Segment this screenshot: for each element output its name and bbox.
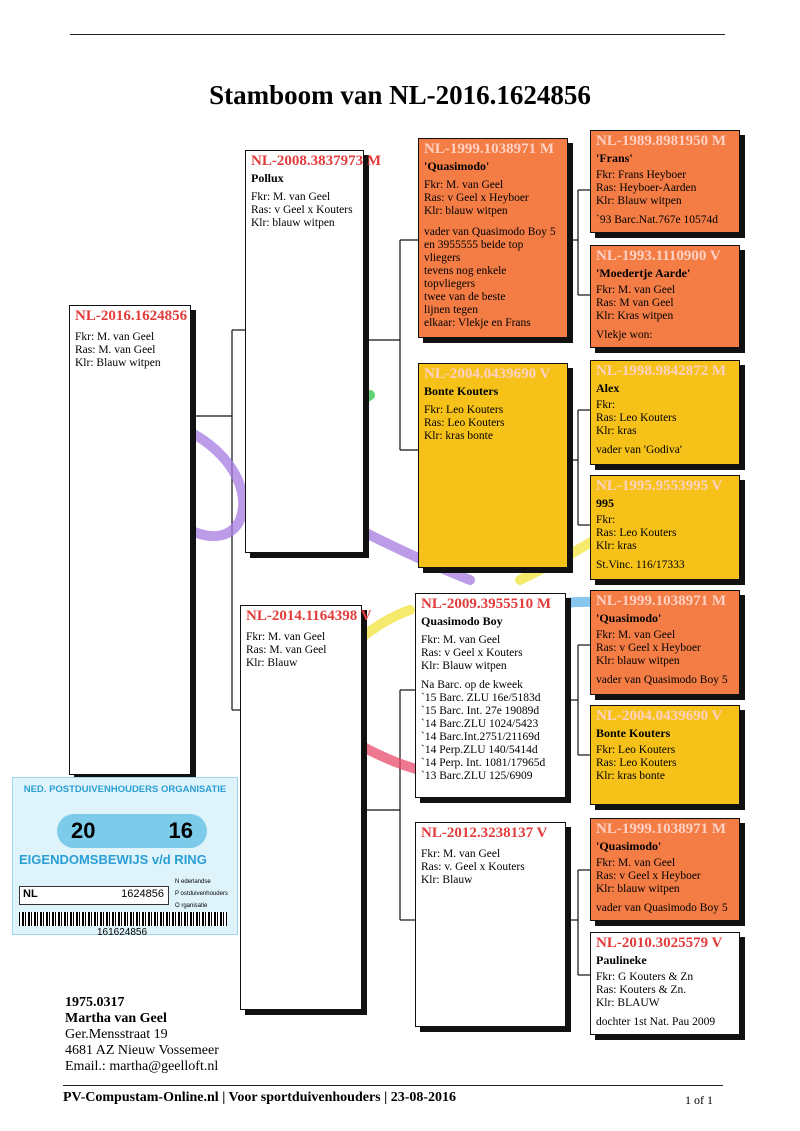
klr-text: Klr: Blauw witpen: [596, 195, 682, 207]
fkr-text: Fkr: G Kouters & Zn: [596, 971, 694, 983]
klr-text: Klr: kras: [596, 540, 637, 552]
pigeon-name: 'Quasimodo': [424, 159, 490, 173]
fkr-text: Fkr: Leo Kouters: [424, 404, 504, 416]
owner-email[interactable]: Email.: martha@geelloft.nl: [65, 1059, 219, 1074]
ring-number: NL-1993.1110900 V: [596, 248, 721, 264]
npo-line: O rganisatie: [175, 903, 208, 909]
ring-number: NL-1995.9553995 V: [596, 478, 723, 494]
pigeon-name: Paulineke: [596, 953, 647, 967]
pigeon-name: Bonte Kouters: [596, 726, 671, 740]
note-line: dochter 1st Nat. Pau 2009: [596, 1016, 716, 1028]
fkr-text: Fkr: M. van Geel: [75, 331, 155, 343]
owner-block: [65, 995, 219, 1075]
fkr-text: Fkr: M. van Geel: [421, 848, 501, 860]
pigeon-name: Bonte Kouters: [424, 384, 499, 398]
ring-number: NL-1998.9842872 M: [596, 363, 726, 379]
ownership-card: [12, 777, 238, 938]
note-line: St.Vinc. 116/17333: [596, 559, 685, 571]
ras-text: Ras: v Geel x Heyboer: [424, 192, 529, 204]
owner-city: 4681 AZ Nieuw Vossemeer: [65, 1043, 219, 1058]
fmf-box[interactable]: [590, 360, 740, 465]
note-line: `14 Barc.ZLU 1024/5423: [421, 718, 539, 730]
fkr-text: Fkr: M. van Geel: [246, 631, 326, 643]
fkr-text: Fkr: M. van Geel: [596, 284, 676, 296]
card-ring-field: [19, 886, 169, 905]
subject-box[interactable]: [69, 305, 191, 775]
owner-code: 1975.0317: [65, 995, 125, 1010]
fff-box[interactable]: [590, 130, 740, 233]
ring-number: NL-2009.3955510 M: [421, 596, 551, 612]
mmm-box[interactable]: [590, 932, 740, 1035]
ras-text: Ras: v Geel x Heyboer: [596, 870, 701, 882]
ring-number: NL-2008.3837973 M: [251, 153, 381, 169]
ff-box[interactable]: [418, 138, 568, 338]
fkr-text: Fkr:: [596, 514, 616, 526]
pigeon-name: 995: [596, 496, 614, 510]
barcode: [19, 912, 227, 926]
note-line: Vlekje won:: [596, 329, 653, 341]
note-line: vader van Quasimodo Boy 5: [424, 226, 556, 238]
npo-line: N ederlandse: [175, 879, 211, 885]
mfm-box[interactable]: [590, 705, 740, 805]
card-number: 1624856: [121, 888, 164, 900]
pigeon-name: 'Frans': [596, 151, 633, 165]
page-title: Stamboom van NL-2016.1624856: [209, 80, 591, 110]
klr-text: Klr: BLAUW: [596, 997, 660, 1009]
note-line: vliegers: [424, 252, 461, 264]
pigeon-name: 'Moedertje Aarde': [596, 266, 691, 280]
note-line: vader van 'Godiva': [596, 444, 682, 456]
ras-text: Ras: v Geel x Kouters: [421, 647, 523, 659]
fmm-box[interactable]: [590, 475, 740, 580]
klr-text: Klr: kras: [596, 425, 637, 437]
pigeon-name: Alex: [596, 381, 620, 395]
card-year-left: 20: [71, 818, 96, 843]
klr-text: Klr: Kras witpen: [596, 310, 674, 322]
klr-text: Klr: kras bonte: [596, 770, 665, 782]
barcode-number: 161624856: [97, 927, 148, 938]
card-org: NED. POSTDUIVENHOUDERS ORGANISATIE: [23, 784, 227, 795]
owner-name: Martha van Geel: [65, 1011, 167, 1026]
ring-number: NL-2014.1164398 V: [246, 608, 372, 624]
note-line: lijnen tegen: [424, 304, 478, 316]
fkr-text: Fkr: M. van Geel: [251, 191, 331, 203]
ras-text: Ras: Kouters & Zn.: [596, 984, 687, 996]
card-npo: [175, 876, 228, 912]
note-line: `14 Barc.Int.2751/21169d: [421, 731, 540, 743]
klr-text: Klr: blauw witpen: [596, 655, 680, 667]
ras-text: Ras: M van Geel: [596, 297, 674, 309]
klr-text: Klr: Blauw: [246, 657, 298, 669]
pigeon-name: Pollux: [251, 171, 284, 185]
notes: [421, 679, 560, 783]
klr-text: Klr: Blauw witpen: [421, 660, 507, 672]
notes: [424, 226, 562, 330]
ras-text: Ras: Leo Kouters: [424, 417, 505, 429]
ring-number: NL-2004.0439690 V: [424, 366, 551, 382]
note-line: `14 Perp.ZLU 140/5414d: [421, 744, 538, 756]
npo-line: P ostduivenhouders: [175, 891, 228, 897]
note-line: en 3955555 beide top: [424, 239, 524, 251]
ring-number: NL-2004.0439690 V: [596, 708, 723, 724]
mf-box[interactable]: [415, 593, 566, 798]
note-line: `15 Barc. Int. 27e 19089d: [421, 705, 540, 717]
klr-text: Klr: blauw witpen: [596, 883, 680, 895]
ras-text: Ras: v Geel x Heyboer: [596, 642, 701, 654]
ring-number: NL-1999.1038971 M: [424, 141, 554, 157]
mm-box[interactable]: [415, 822, 566, 1027]
fkr-text: Fkr: M. van Geel: [596, 629, 676, 641]
note-line: vader van Quasimodo Boy 5: [596, 674, 728, 686]
ras-text: Ras: Heyboer-Aarden: [596, 182, 697, 194]
ras-text: Ras: Leo Kouters: [596, 757, 677, 769]
ras-text: Ras: M. van Geel: [246, 644, 327, 656]
bottom-rule: [63, 1085, 723, 1086]
note-line: `13 Barc.ZLU 125/6909: [421, 770, 533, 782]
owner-street: Ger.Mensstraat 19: [65, 1027, 168, 1042]
footer-text: PV-Compustam-Online.nl | Voor sportduivenhouders | 23-08-2016: [63, 1090, 457, 1105]
ras-text: Ras: M. van Geel: [75, 344, 156, 356]
mmf-box[interactable]: [590, 818, 740, 921]
note-line: twee van de beste: [424, 291, 506, 303]
mff-box[interactable]: [590, 590, 740, 695]
ffm-box[interactable]: [590, 245, 740, 348]
ring-number: NL-2010.3025579 V: [596, 935, 723, 951]
ras-text: Ras: v Geel x Kouters: [251, 204, 353, 216]
ring-number: NL-2016.1624856: [75, 308, 188, 324]
note-line: elkaar: Vlekje en Frans: [424, 317, 531, 329]
pigeon-name: Quasimodo Boy: [421, 614, 503, 628]
klr-text: Klr: Blauw: [421, 874, 473, 886]
note-line: topvliegers: [424, 278, 476, 290]
klr-text: Klr: blauw witpen: [251, 217, 335, 229]
note-line: Na Barc. op de kweek: [421, 679, 523, 691]
fkr-text: Fkr: M. van Geel: [596, 857, 676, 869]
card-label: EIGENDOMSBEWIJS v/d RING: [19, 852, 207, 867]
page-count: 1 of 1: [685, 1093, 713, 1107]
klr-text: Klr: kras bonte: [424, 430, 493, 442]
fkr-text: Fkr: M. van Geel: [424, 179, 504, 191]
pigeon-name: 'Quasimodo': [596, 611, 662, 625]
fkr-text: Fkr:: [596, 399, 616, 411]
ring-number: NL-1999.1038971 M: [596, 821, 726, 837]
pigeon-name: 'Quasimodo': [596, 839, 662, 853]
mother-box[interactable]: [240, 605, 372, 1010]
father-box[interactable]: [245, 150, 381, 553]
fkr-text: Fkr: M. van Geel: [421, 634, 501, 646]
note-line: `14 Perp. Int. 1081/17965d: [421, 757, 546, 769]
note-line: `93 Barc.Nat.767e 10574d: [596, 214, 718, 226]
ras-text: Ras: Leo Kouters: [596, 412, 677, 424]
ring-number: NL-2012.3238137 V: [421, 825, 548, 841]
klr-text: Klr: Blauw witpen: [75, 357, 161, 369]
note-line: `15 Barc. ZLU 16e/5183d: [421, 692, 541, 704]
note-line: vader van Quasimodo Boy 5: [596, 902, 728, 914]
ring-number: NL-1999.1038971 M: [596, 593, 726, 609]
ras-text: Ras: v. Geel x Kouters: [421, 861, 525, 873]
card-year-right: 16: [168, 818, 193, 843]
card-nl: NL: [23, 888, 38, 900]
fm-box[interactable]: [418, 363, 568, 568]
fkr-text: Fkr: Leo Kouters: [596, 744, 676, 756]
ring-number: NL-1989.8981950 M: [596, 133, 726, 149]
card-year: [57, 814, 207, 848]
klr-text: Klr: blauw witpen: [424, 205, 508, 217]
fkr-text: Fkr: Frans Heyboer: [596, 169, 687, 181]
note-line: tevens nog enkele: [424, 265, 507, 277]
ras-text: Ras: Leo Kouters: [596, 527, 677, 539]
